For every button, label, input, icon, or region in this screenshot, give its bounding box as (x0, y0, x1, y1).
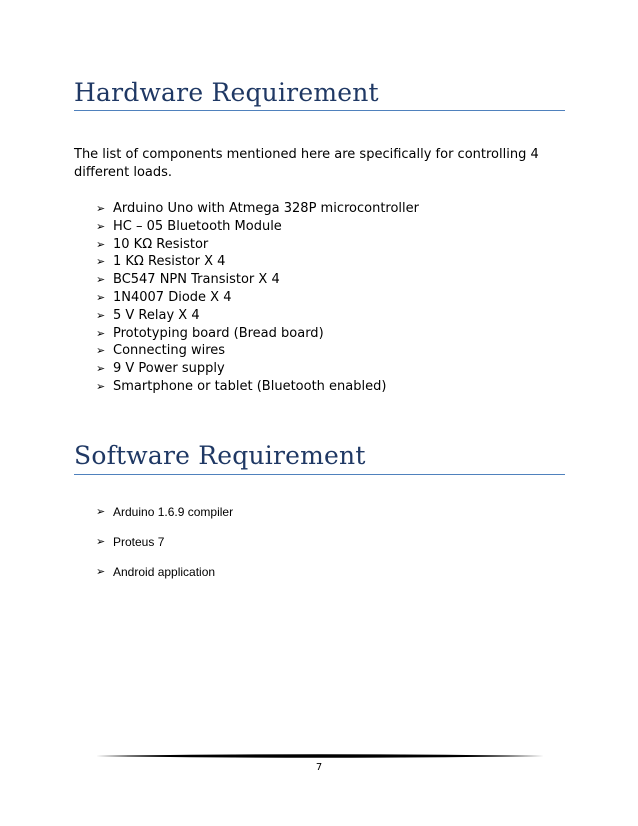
hardware-item (96, 271, 419, 289)
hardware-item (96, 342, 419, 360)
software-item (96, 533, 233, 563)
hardware-intro: The list of components mentioned here are specifically for controlling 4 different loads. (74, 147, 539, 180)
arrow-bullet-icon: ➢ (96, 290, 106, 304)
hardware-item-label: Connecting wires (113, 343, 226, 359)
software-item-label: Android application (113, 565, 216, 579)
software-heading: Software Requirement (74, 441, 366, 470)
arrow-bullet-icon: ➢ (96, 273, 106, 287)
arrow-bullet-icon: ➢ (96, 219, 106, 233)
software-list (96, 503, 233, 593)
software-item (96, 563, 233, 593)
hardware-item (96, 360, 419, 378)
arrow-bullet-icon: ➢ (96, 202, 106, 215)
arrow-bullet-icon: ➢ (96, 379, 106, 393)
arrow-bullet-icon: ➢ (96, 308, 106, 322)
hardware-item-label: HC – 05 Bluetooth Module (113, 218, 282, 234)
software-item (96, 503, 233, 533)
page-number: 7 (315, 762, 323, 773)
arrow-bullet-icon: ➢ (96, 255, 106, 269)
arrow-bullet-icon: ➢ (96, 362, 106, 376)
hardware-item-label: 9 V Power supply (113, 361, 225, 377)
footer-divider (96, 752, 544, 760)
hardware-item (96, 307, 419, 325)
hardware-item (96, 325, 419, 343)
hardware-item (96, 378, 419, 396)
hardware-item (96, 253, 419, 271)
arrow-bullet-icon: ➢ (96, 326, 106, 340)
hardware-item (96, 218, 419, 236)
hardware-heading-rule (74, 110, 565, 111)
hardware-item-label: Prototyping board (Bread board) (113, 325, 324, 341)
hardware-list (96, 200, 419, 396)
software-item-label: Arduino 1.6.9 compiler (113, 505, 234, 519)
hardware-item-label: Smartphone or tablet (Bluetooth enabled) (113, 378, 387, 394)
software-heading-rule (74, 474, 565, 475)
hardware-heading: Hardware Requirement (74, 78, 379, 107)
hardware-item-label: Arduino Uno with Atmega 328P microcontroller (113, 201, 420, 216)
hardware-item (96, 236, 419, 254)
hardware-item-label: BC547 NPN Transistor X 4 (113, 272, 280, 288)
software-item-label: Proteus 7 (113, 535, 165, 549)
arrow-bullet-icon: ➢ (96, 344, 106, 358)
arrow-bullet-icon: ➢ (96, 237, 106, 251)
arrow-bullet-icon: ➢ (96, 506, 106, 518)
hardware-item-label: 5 V Relay X 4 (113, 307, 200, 323)
hardware-item-label: 10 KΩ Resistor (113, 236, 209, 252)
arrow-bullet-icon: ➢ (96, 536, 106, 548)
hardware-item (96, 289, 419, 307)
hardware-item (96, 200, 419, 218)
hardware-item-label: 1 KΩ Resistor X 4 (113, 254, 226, 270)
hardware-item-label: 1N4007 Diode X 4 (113, 289, 232, 305)
arrow-bullet-icon: ➢ (96, 566, 106, 578)
